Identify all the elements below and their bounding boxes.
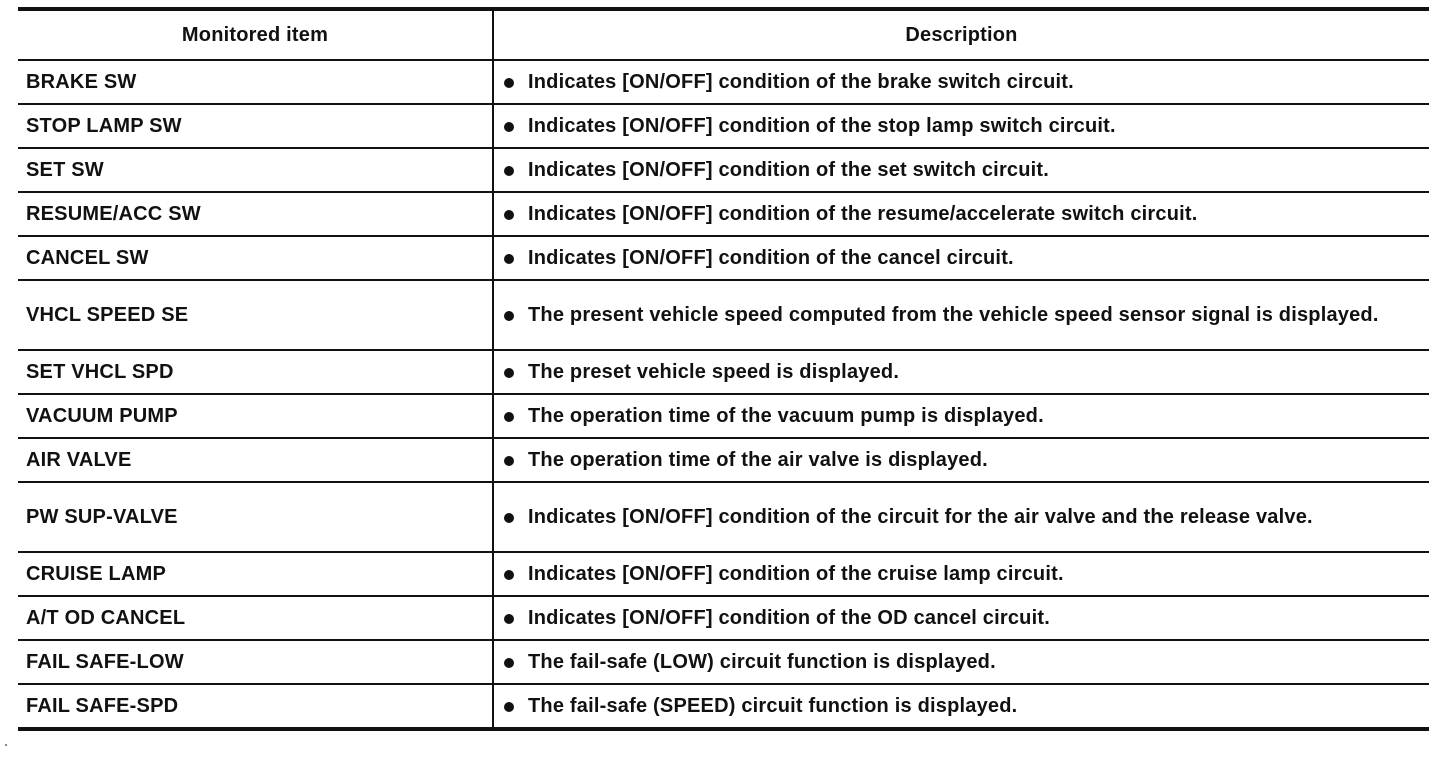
description-cell [493,438,1429,482]
description-cell [493,148,1429,192]
bullet-icon [504,658,514,668]
description-cell [493,394,1429,438]
table-row [18,640,1429,684]
monitored-item-cell: RESUME/ACC SW [18,192,493,236]
monitored-item-cell: STOP LAMP SW [18,104,493,148]
table-header-row [18,9,1429,60]
table-row [18,394,1429,438]
description-text: Indicates [ON/OFF] condition of the brake switch circuit. [528,70,1074,93]
bullet-icon [504,78,514,88]
bullet-icon [504,210,514,220]
bullet-icon [504,166,514,176]
monitored-item-cell: CANCEL SW [18,236,493,280]
table-row [18,482,1429,552]
table-row [18,236,1429,280]
description-text: Indicates [ON/OFF] condition of the circuit for the air valve and the release valve. [528,505,1313,528]
table-row [18,596,1429,640]
description-cell [493,482,1429,552]
header-monitored-item: Monitored item [18,9,493,60]
description-text: Indicates [ON/OFF] condition of the resume/accelerate switch circuit. [528,202,1198,225]
description-cell [493,684,1429,729]
table-row [18,684,1429,729]
description-text: Indicates [ON/OFF] condition of the cancel circuit. [528,246,1014,269]
bullet-icon [504,614,514,624]
bullet-icon [504,456,514,466]
table-row [18,350,1429,394]
table-row [18,60,1429,104]
description-text: Indicates [ON/OFF] condition of the set switch circuit. [528,158,1050,181]
table-row [18,438,1429,482]
monitored-item-cell: PW SUP-VALVE [18,482,493,552]
bullet-icon [504,513,514,523]
description-text: Indicates [ON/OFF] condition of the cruise lamp circuit. [528,562,1064,585]
table-row [18,280,1429,350]
monitored-item-cell: AIR VALVE [18,438,493,482]
description-cell [493,104,1429,148]
description-cell [493,280,1429,350]
table-row [18,148,1429,192]
monitored-item-cell: BRAKE SW [18,60,493,104]
description-text: Indicates [ON/OFF] condition of the OD cancel circuit. [528,606,1050,629]
table-row [18,552,1429,596]
description-text: The preset vehicle speed is displayed. [528,360,900,383]
description-cell [493,640,1429,684]
description-text: The fail-safe (LOW) circuit function is displayed. [528,650,996,673]
monitored-item-cell: CRUISE LAMP [18,552,493,596]
bullet-icon [504,311,514,321]
description-text: Indicates [ON/OFF] condition of the stop lamp switch circuit. [528,114,1116,137]
table-row [18,104,1429,148]
description-cell [493,350,1429,394]
description-cell [493,60,1429,104]
description-cell [493,192,1429,236]
bullet-icon [504,702,514,712]
description-text: The operation time of the vacuum pump is displayed. [528,404,1044,427]
description-text: The fail-safe (SPEED) circuit function is displayed. [528,694,1018,717]
bullet-icon [504,254,514,264]
description-text: The present vehicle speed computed from the vehicle speed sensor signal is displayed. [528,303,1379,326]
monitored-item-cell: A/T OD CANCEL [18,596,493,640]
description-cell [493,236,1429,280]
bullet-icon [504,570,514,580]
description-cell [493,596,1429,640]
bullet-icon [504,368,514,378]
monitored-items-table [18,7,1429,731]
description-cell [493,552,1429,596]
scan-speck [5,744,7,746]
table-row [18,192,1429,236]
monitored-item-cell: VHCL SPEED SE [18,280,493,350]
bullet-icon [504,412,514,422]
monitored-item-cell: VACUUM PUMP [18,394,493,438]
monitor-table-container [18,7,1429,731]
monitored-item-cell: SET VHCL SPD [18,350,493,394]
monitored-item-cell: FAIL SAFE-SPD [18,684,493,729]
monitored-item-cell: SET SW [18,148,493,192]
description-text: The operation time of the air valve is displayed. [528,448,988,471]
monitored-item-cell: FAIL SAFE-LOW [18,640,493,684]
bullet-icon [504,122,514,132]
header-description: Description [905,23,1018,46]
